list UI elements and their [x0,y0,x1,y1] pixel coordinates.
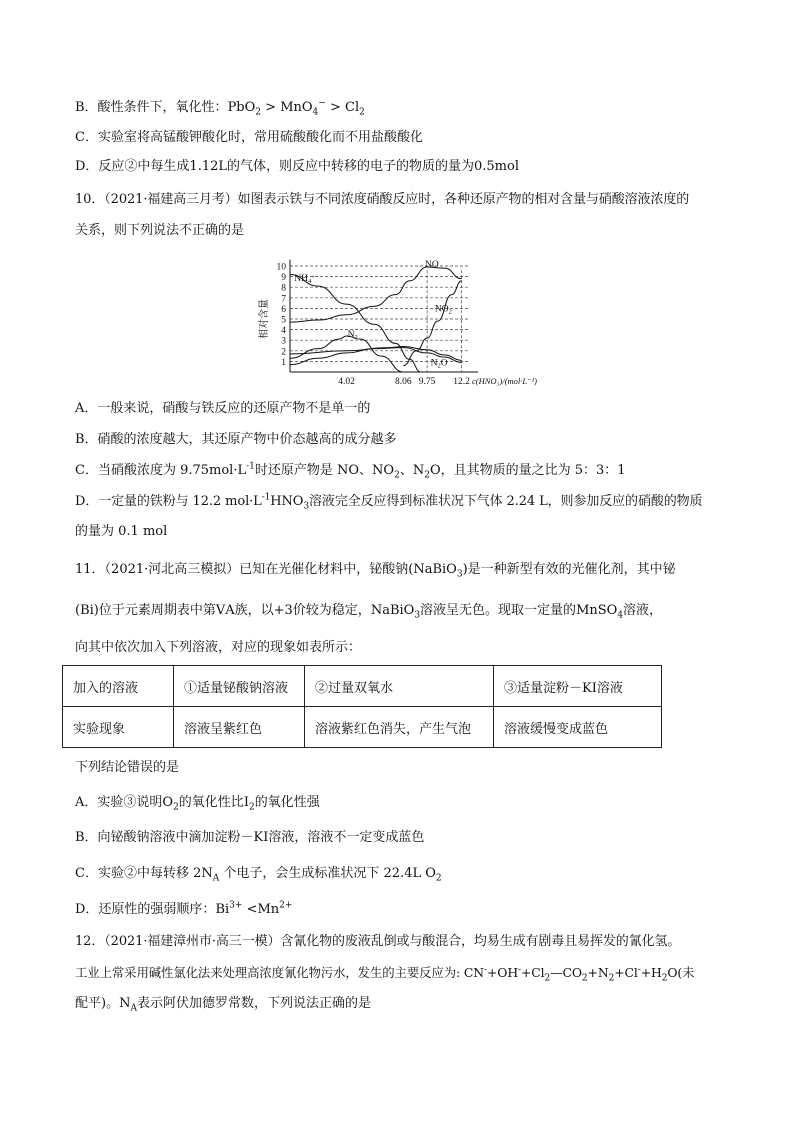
x-tick-label: 12.2 [453,377,470,387]
q10-option-d-cont: 的量为 0.1 mol [75,524,168,539]
series-line-nh4 [290,274,421,372]
q9-option-c: C．实验室将高锰酸钾酸化时，常用硫酸酸化而不用盐酸酸化 [75,130,423,145]
x-tick-label: 8.06 [395,377,412,387]
y-tick-label: 2 [281,347,286,358]
x-tick-label: 9.75 [418,377,436,387]
table-cell: ①适量铋酸钠溶液 [174,666,305,707]
q11-stem-line1: 11．（2021·河北高三模拟）已知在光催化材料中，铋酸钠(NaBiO$_3$)是一种新型有效的光催化剂，其中铋 [75,562,676,580]
series-line-no2 [403,281,461,366]
y-tick-label: 9 [281,273,286,284]
y-tick-label: 4 [281,326,286,337]
q10-option-a: A．一般来说，硝酸与铁反应的还原产物不是单一的 [75,401,371,416]
q12-line3: 配平)。$N_A$表示阿伏加德罗常数，下列说法正确的是 [75,996,371,1014]
y-axis-label: 相对含量 [259,299,270,339]
q12-line1: 12．（2021·福建漳州市·高三一模）含氰化物的废液乱倒或与酸混合，均易生成有剧毒且易挥发的氰化氢。 [75,934,681,949]
label-n2o: $N_2O$ [430,358,448,370]
label-no: NO [425,260,439,271]
table-row [63,666,662,707]
y-tick-label: 5 [281,315,286,326]
y-tick-label: 7 [281,294,286,305]
table-cell: 溶液缓慢变成蓝色 [494,707,662,748]
q11-option-a: A．实验③说明$O_2$的氧化性比$I_2$的氧化性强 [75,795,320,813]
q11-option-b: B．向铋酸钠溶液中滴加淀粉－KI溶液，溶液不一定变成蓝色 [75,830,425,845]
q11-stem-line3: 向其中依次加入下列溶液，对应的现象如表所示： [75,640,362,655]
table-cell: ③适量淀粉－KI溶液 [494,666,662,707]
y-tick-label: 8 [281,283,286,294]
x-axis-label: c(HNO₃)/(mol·L⁻¹) [472,376,537,386]
q11-option-d: D．还原性的强弱顺序：$Bi^{3+} <Mn^{2+}$ [75,900,293,917]
table-cell: 溶液呈紫红色 [174,707,305,748]
q11-stem-line2: (Bi)位于元素周期表中第ⅤA族，以+3价较为稳定，NaBiO$_3$溶液呈无色。现取一定量的MnSO$_4$溶液， [75,603,663,621]
table-cell: ②过量双氧水 [305,666,494,707]
label-n2: $N_2$ [347,330,358,342]
series-line-n2 [290,336,403,372]
q10-stem-line2: 关系，则下列说法不正确的是 [75,223,245,238]
q10-option-d: D．一定量的铁粉与 12.2 $mol\cdot L^{-1}HNO_3$溶液完全反应得到标准状况下气体 2.24 L，则参加反应的硝酸的物质 [75,492,703,512]
table-cell: 加入的溶液 [63,666,174,707]
label-no2: $NO_2$ [434,304,452,316]
q10-stem-line1: 10．（2021·福建高三月考）如图表示铁与不同浓度硝酸反应时，各种还原产物的相对含量与硝酸溶液浓度的 [75,192,690,207]
label-nh4: $NH_4^+$ [294,273,315,285]
q11-conclusion: 下列结论错误的是 [75,760,180,775]
q12-line2: 工业上常采用碱性氯化法来处理高浓度氰化物污水，发生的主要反应为: $CN^-+OH^-+Cl_2—CO_2+N_2+Cl^-+H_2O$(未 [75,964,695,984]
y-tick-label: 1 [281,357,286,368]
table-cell: 实验现象 [63,707,174,748]
q10-option-b: B．硝酸的浓度越大，其还原产物中价态越高的成分越多 [75,432,397,447]
table-cell: 溶液紫红色消失，产生气泡 [305,707,494,748]
q11-table [62,665,662,748]
q9-option-d: D．反应②中每生成1.12L的气体，则反应中转移的电子的物质的量为0.5mol [75,159,519,174]
table-row [63,707,662,748]
q10-chart [255,248,545,390]
x-tick-label: 4.02 [338,377,355,387]
q9-option-b: B．酸性条件下，氧化性：$PbO_2 > MnO_4^- > Cl_2$ [75,98,365,118]
q10-option-c: C．当硝酸浓度为 $9.75mol\cdot L^{-1}$时还原产物是 NO、$NO_2$、$N_2O$，且其物质的量之比为 5：3：1 [75,461,626,481]
y-tick-label: 6 [281,304,286,315]
y-tick-label: 3 [281,336,286,347]
q11-option-c: C．实验②中每转移 $2N_A$ 个电子，会生成标准状况下 22.4L $O_2$ [75,866,442,884]
y-tick-label: 10 [276,262,286,273]
